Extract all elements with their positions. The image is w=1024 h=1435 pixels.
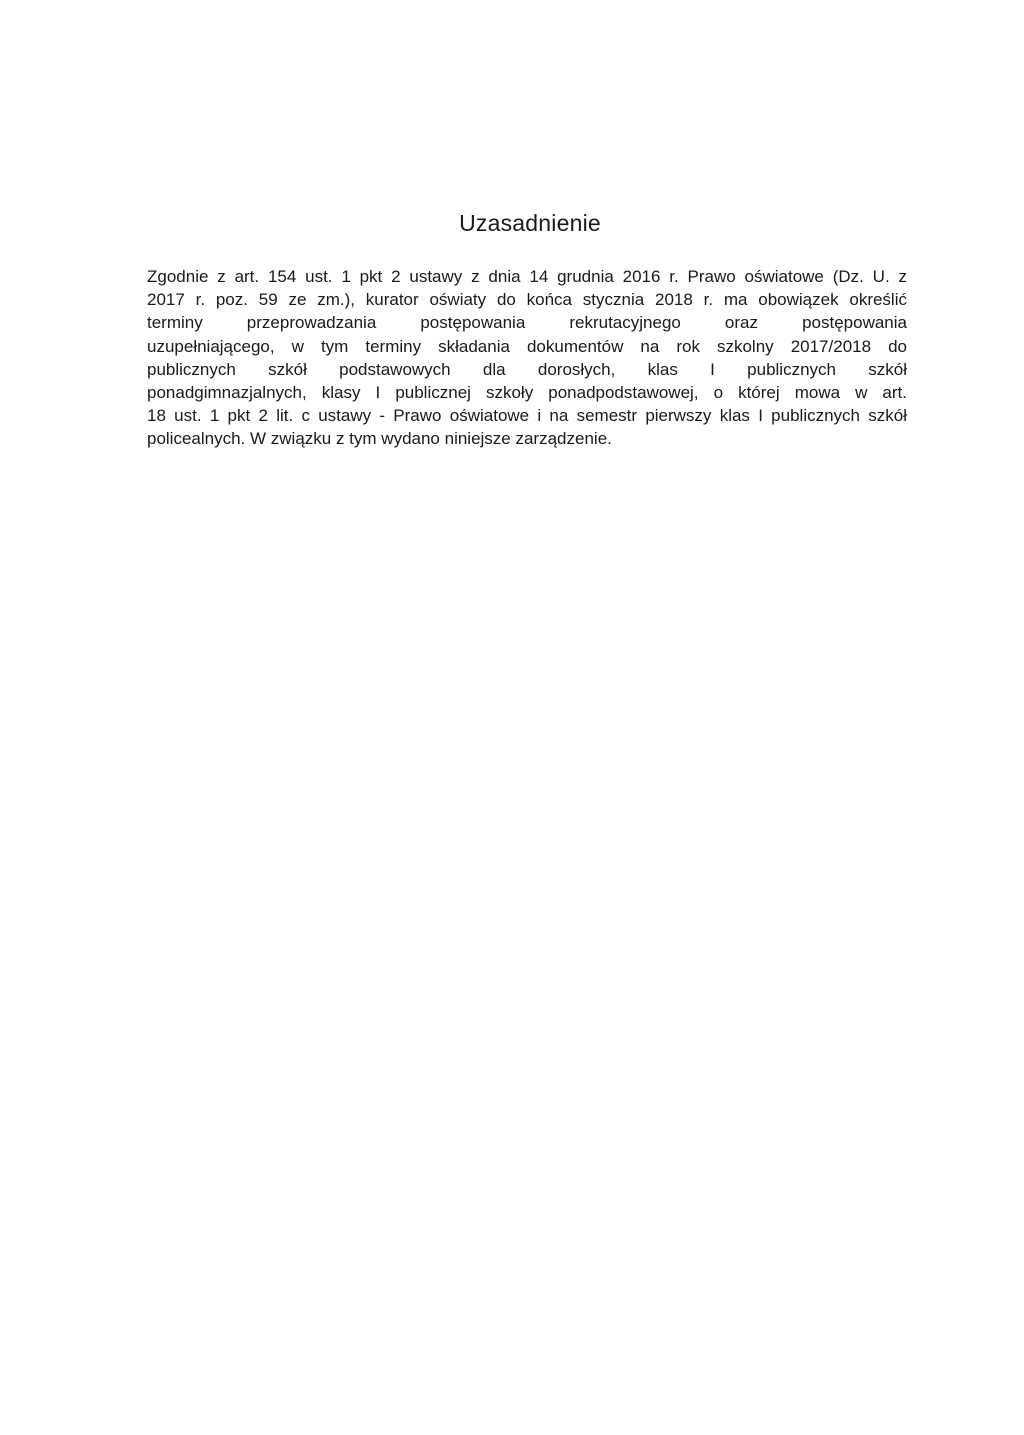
- paragraph-line: 18 ust. 1 pkt 2 lit. c ustawy - Prawo oświatowe i na semestr pierwszy klas I publicznych szkół: [147, 406, 907, 426]
- paragraph-line: uzupełniającego, w tym terminy składania dokumentów na rok szkolny 2017/2018 do: [147, 336, 907, 356]
- paragraph-line: terminy przeprowadzania postępowania rekrutacyjnego oraz postępowania: [147, 313, 907, 333]
- paragraph-line: Zgodnie z art. 154 ust. 1 pkt 2 ustawy z dnia 14 grudnia 2016 r. Prawo oświatowe (Dz. U. z: [147, 267, 907, 286]
- paragraph-line: ponadgimnazjalnych, klasy I publicznej szkoły ponadpodstawowej, o której mowa w art.: [147, 383, 907, 403]
- justification-paragraph: [147, 265, 907, 451]
- paragraph-line: policealnych. W związku z tym wydano niniejsze zarządzenie.: [147, 429, 612, 449]
- document-title: Uzasadnienie: [459, 210, 601, 236]
- paragraph-line: 2017 r. poz. 59 ze zm.), kurator oświaty do końca stycznia 2018 r. ma obowiązek określić: [147, 290, 907, 310]
- paragraph-line: publicznych szkół podstawowych dla dorosłych, klas I publicznych szkół: [147, 359, 907, 379]
